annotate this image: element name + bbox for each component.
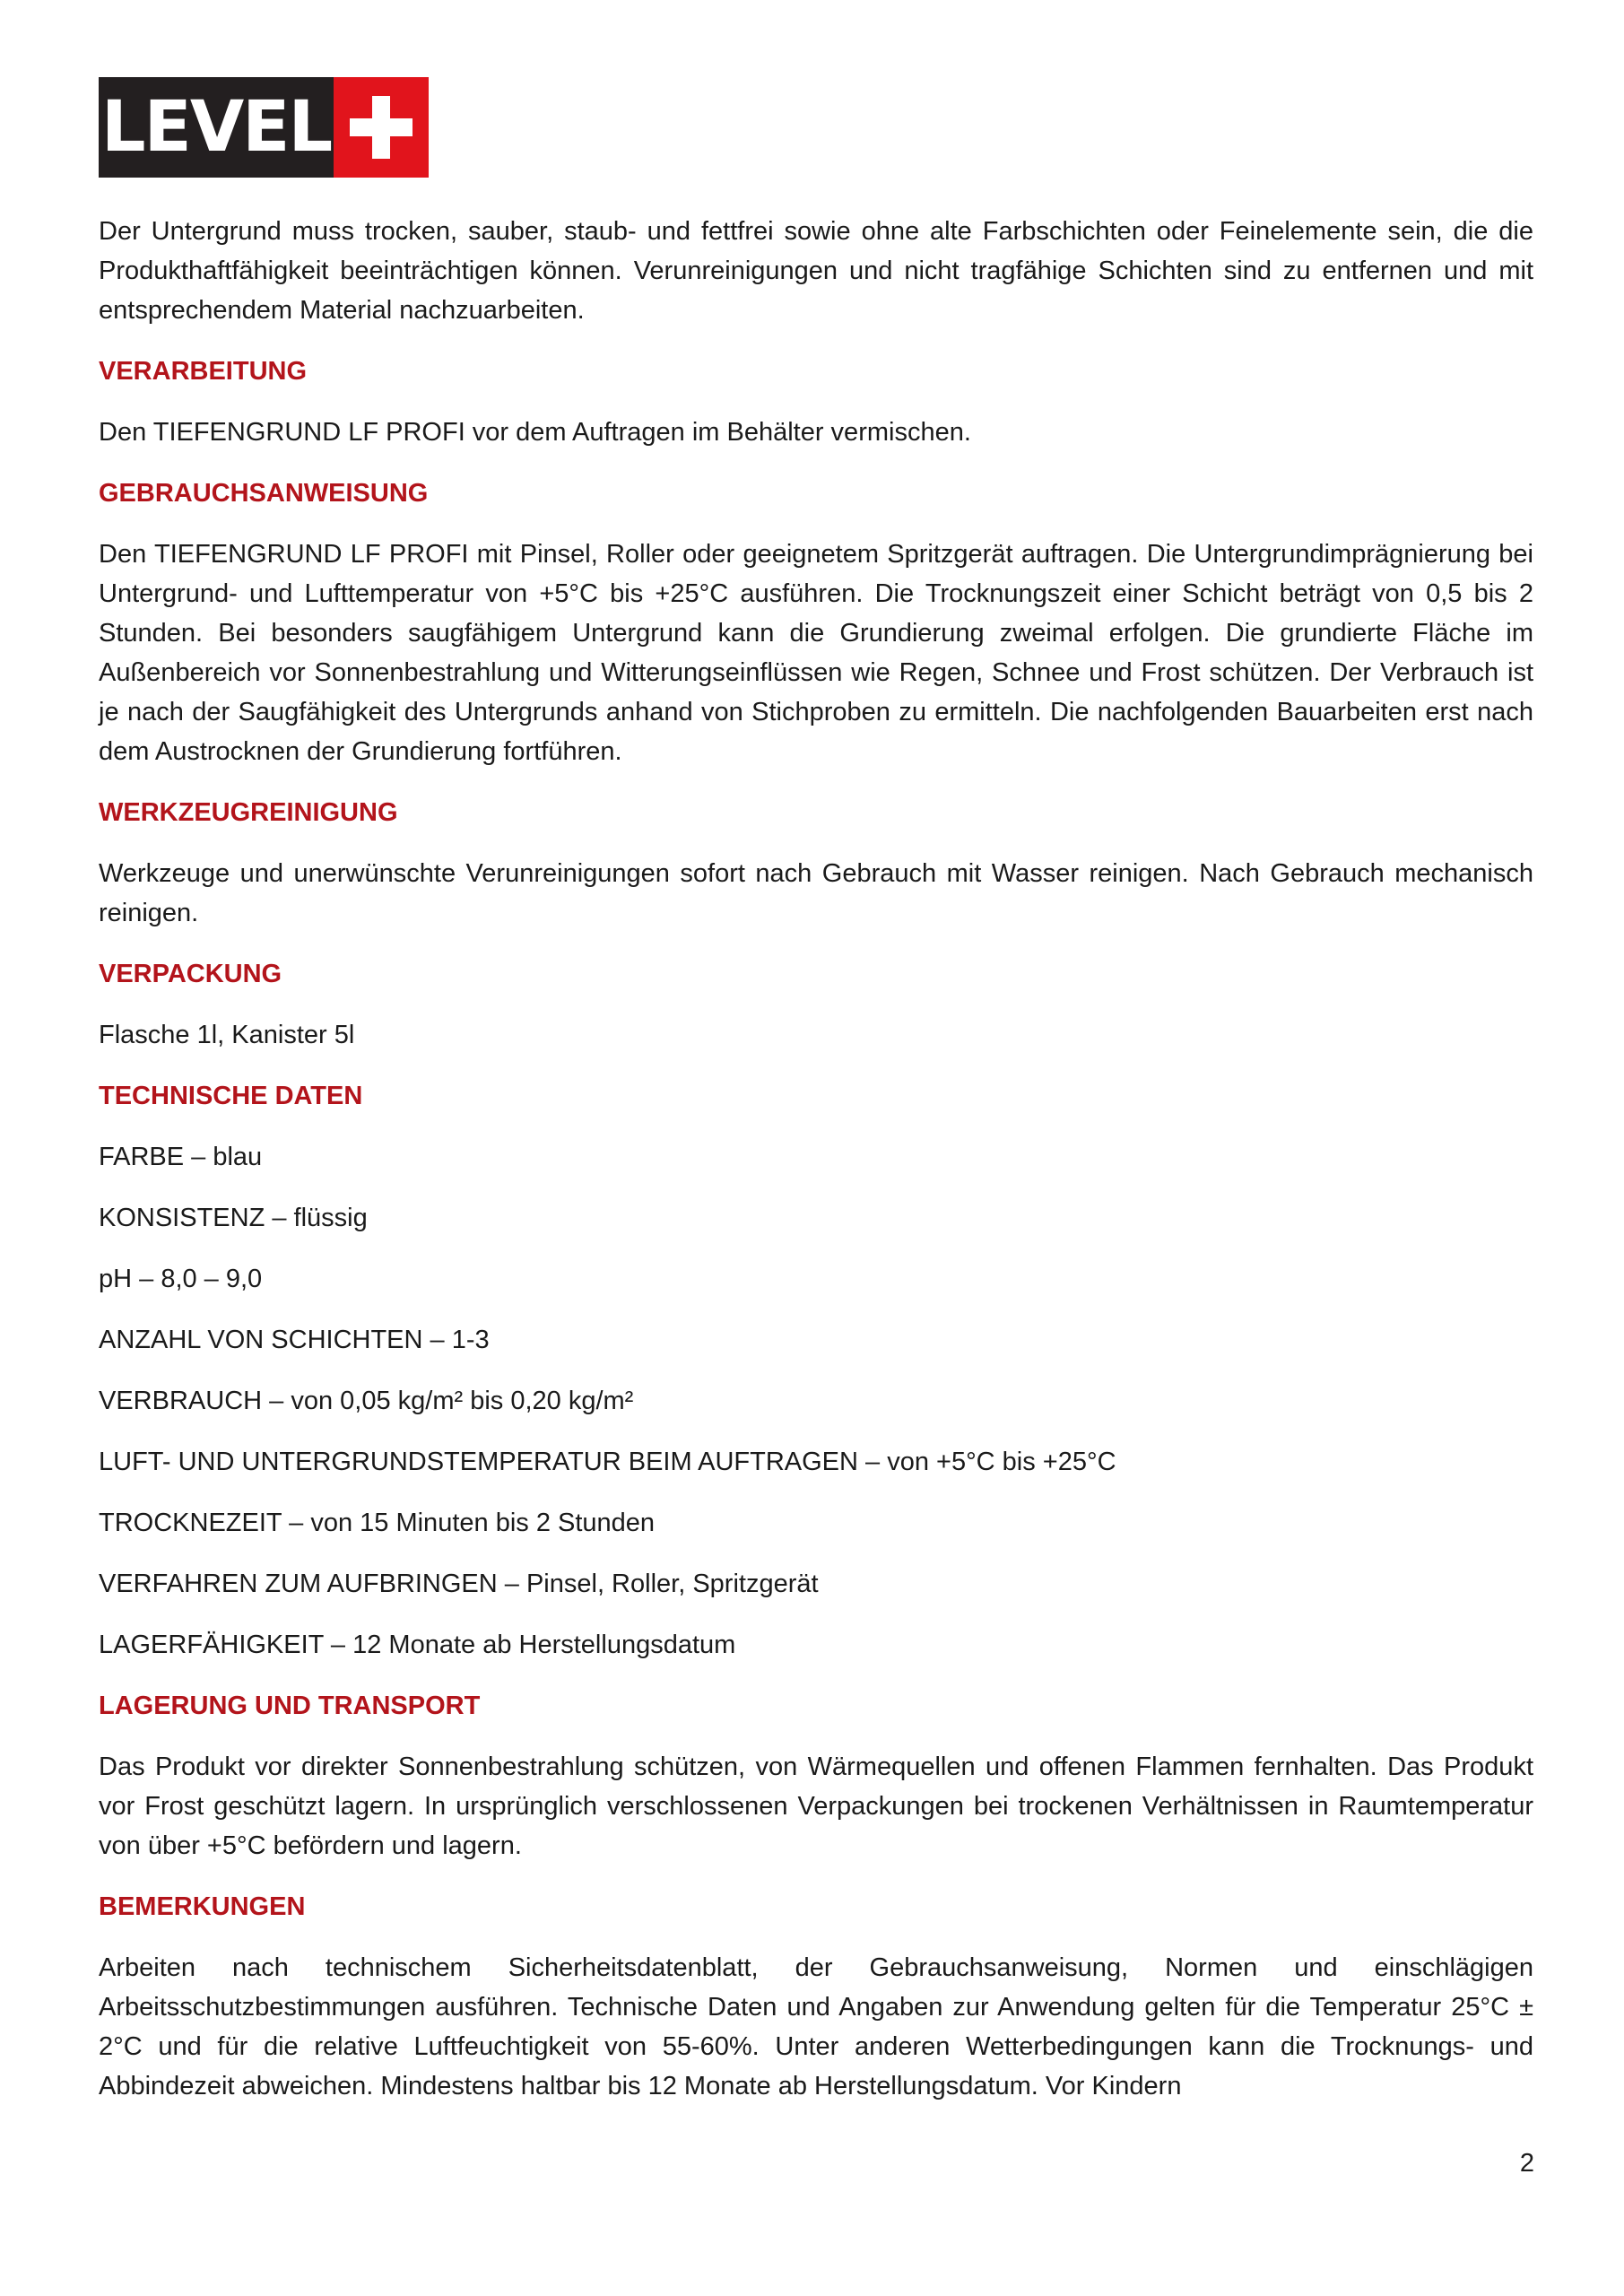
level-plus-logo xyxy=(99,77,429,178)
heading-bemerkungen: BEMERKUNGEN xyxy=(99,1892,306,1921)
text-bemerkungen: Arbeiten nach technischem Sicherheitsdatenblatt, der Gebrauchsanweisung, Normen und einschlägigen Arbeitsschutzbestimmungen ausführen. Technische Daten und Angaben zur Anwendung gelten für die Temperatur 25°C ± 2°C und für die relative Luftfeuchtigkeit von 55-60%. Unter anderen Wetterbedingungen kann die Trocknungs- und Abbindezeit abweichen. Mindestens haltbar bis 12 Monate ab Herstellungsdatum. Vor Kindern xyxy=(99,1953,1533,2100)
tech-item-verfahren: VERFAHREN ZUM AUFBRINGEN – Pinsel, Roller, Spritzgerät xyxy=(99,1570,819,1598)
text-gebrauchsanweisung: Den TIEFENGRUND LF PROFI mit Pinsel, Roller oder geeignetem Spritzgerät auftragen. Die Untergrundimprägnierung bei Untergrund- und Lufttemperatur von +5°C bis +25°C ausführen. Die Trocknungszeit einer Schicht beträgt von 0,5 bis 2 Stunden. Bei besonders saugfähigem Untergrund kann die Grundierung zweimal erfolgen. Die grundierte Fläche im Außenbereich vor Sonnenbestrahlung und Witterungseinflüssen wie Regen, Schnee und Frost schützen. Der Verbrauch ist je nach der Saugfähigkeit des Untergrunds anhand von Stichproben zu ermitteln. Die nachfolgenden Bauarbeiten erst nach dem Austrocknen der Grundierung fortführen. xyxy=(99,540,1533,766)
heading-werkzeugreinigung: WERKZEUGREINIGUNG xyxy=(99,798,398,827)
heading-technische-daten: TECHNISCHE DATEN xyxy=(99,1082,363,1110)
tech-item-schichten: ANZAHL VON SCHICHTEN – 1-3 xyxy=(99,1326,490,1354)
text-werkzeugreinigung: Werkzeuge und unerwünschte Verunreinigungen sofort nach Gebrauch mit Wasser reinigen. Nach Gebrauch mechanisch reinigen. xyxy=(99,859,1533,927)
tech-item-trockenzeit: TROCKNEZEIT – von 15 Minuten bis 2 Stunden xyxy=(99,1509,656,1537)
logo-text: LEVEL xyxy=(99,77,334,178)
tech-item-ph: pH – 8,0 – 9,0 xyxy=(99,1265,263,1293)
plus-icon xyxy=(334,77,429,178)
text-verarbeitung: Den TIEFENGRUND LF PROFI vor dem Auftragen im Behälter vermischen. xyxy=(99,418,971,447)
tech-item-farbe: FARBE – blau xyxy=(99,1143,263,1171)
tech-item-konsistenz: KONSISTENZ – flüssig xyxy=(99,1204,368,1232)
page-number: 2 xyxy=(1519,2149,1534,2178)
document-body xyxy=(99,212,1533,2106)
tech-item-lagerfaehigkeit: LAGERFÄHIGKEIT – 12 Monate ab Herstellungsdatum xyxy=(99,1631,736,1659)
tech-item-temperatur: LUFT- UND UNTERGRUNDSTEMPERATUR BEIM AUFTRAGEN – von +5°C bis +25°C xyxy=(99,1448,1116,1476)
heading-lagerung: LAGERUNG UND TRANSPORT xyxy=(99,1692,481,1720)
heading-gebrauchsanweisung: GEBRAUCHSANWEISUNG xyxy=(99,479,429,508)
heading-verpackung: VERPACKUNG xyxy=(99,960,282,988)
intro-paragraph: Der Untergrund muss trocken, sauber, staub- und fettfrei sowie ohne alte Farbschichten oder Feinelemente sein, die die Produkthaftfähigkeit beeinträchtigen können. Verunreinigungen und nicht tragfähige Schichten sind zu entfernen und mit entsprechendem Material nachzuarbeiten. xyxy=(99,217,1533,325)
tech-item-verbrauch: VERBRAUCH – von 0,05 kg/m² bis 0,20 kg/m² xyxy=(99,1387,634,1415)
heading-verarbeitung: VERARBEITUNG xyxy=(99,357,308,386)
text-verpackung: Flasche 1l, Kanister 5l xyxy=(99,1021,355,1049)
text-lagerung: Das Produkt vor direkter Sonnenbestrahlung schützen, von Wärmequellen und offenen Flammen fernhalten. Das Produkt vor Frost geschützt lagern. In ursprünglich verschlossenen Verpackungen bei trockenen Verhältnissen in Raumtemperatur von über +5°C befördern und lagern. xyxy=(99,1752,1533,1860)
